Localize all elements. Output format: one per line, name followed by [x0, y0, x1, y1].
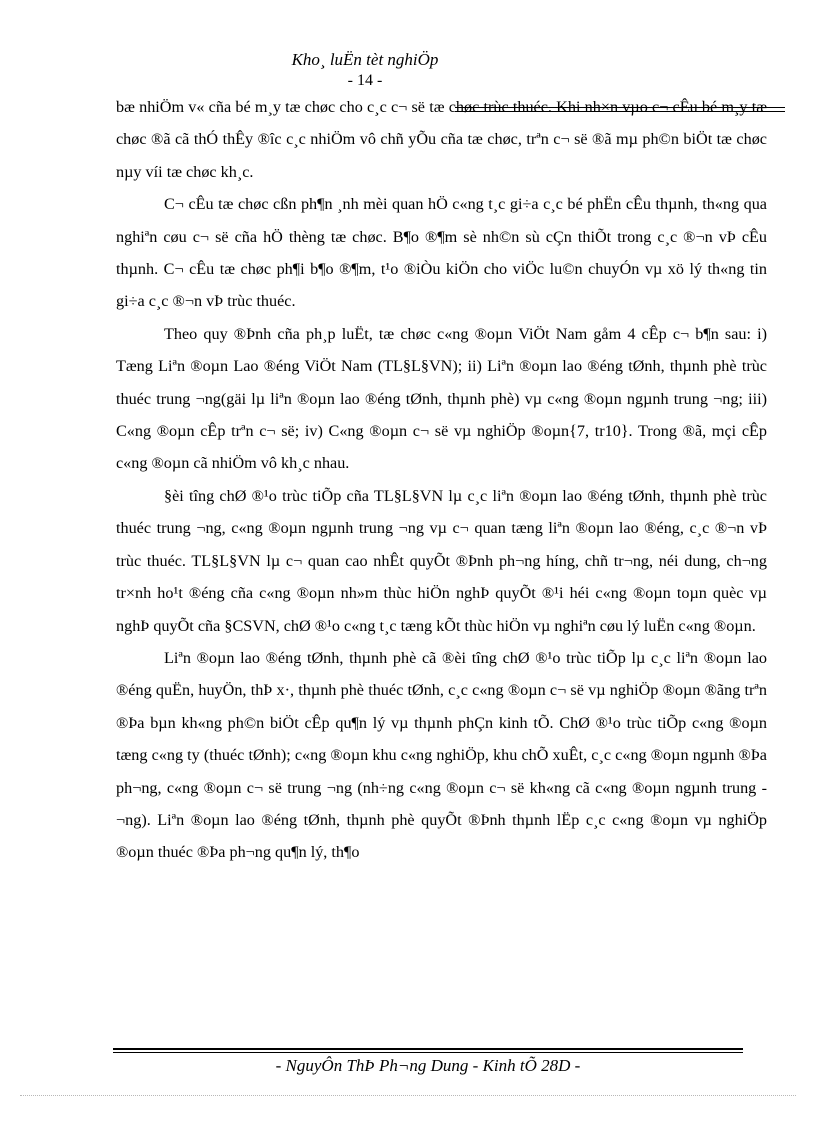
paragraph-4: §èi tîng chØ ®¹o trùc tiÕp cña TL§L§VN lµ c¸c liªn ®oµn lao ®éng tØnh, thµnh phè trùc thuéc trung ¬ng, c«ng ®oµn ngµnh trung ¬ng vµ c¬ quan tæng liªn ®oµn lao ®éng, c¸c ®¬n vÞ trùc thuéc. TL§L§VN lµ c¬ quan cao nhÊt quyÕt ®Þnh ph¬ng híng, chñ tr¬ng, néi dung, ch¬ng tr×nh ho¹t ®éng cña c«ng ®oµn nh»m thùc hiÖn nghÞ quyÕt ®¹i héi c«ng ®oµn toµn quèc vµ nghÞ quyÕt cña §CSVN, chØ ®¹o c«ng t¸c tæng kÕt thùc hiÖn vµ nghiªn cøu lý luËn c«ng ®oµn.	[116, 486, 767, 635]
paragraph-2: C¬ cÊu tæ chøc cßn ph¶n ¸nh mèi quan hÖ c«ng t¸c gi÷a c¸c bé phËn cÊu thµnh, th«ng qua nghiªn cøu c¬ së cña hÖ thèng tæ chøc. B¶o ®¶m sè nh©n sù cÇn thiÕt trong c¸c ®¬n vÞ cÊu thµnh. C¬ cÊu tæ chøc ph¶i b¶o ®¶m, t¹o ®iÒu kiÖn cho viÖc lu©n chuyÓn vµ xö lý th«ng tin gi÷a c¸c ®¬n vÞ trùc thuéc.	[116, 195, 767, 311]
footer-text: - NguyÔn ThÞ Ph¬ng Dung - Kinh tÕ 28D -	[275, 1056, 581, 1075]
footer-rule-secondary	[113, 1052, 743, 1053]
page-number: - 14 -	[347, 72, 383, 89]
page-bottom-divider	[20, 1095, 796, 1096]
paragraph-3: Theo quy ®Þnh cña ph¸p luËt, tæ chøc c«ng ®oµn ViÖt Nam gåm 4 cÊp c¬ b¶n sau: i) Tæng Liªn ®oµn Lao ®éng ViÖt Nam (TL§L§VN); ii) Liªn ®oµn lao ®éng tØnh, thµnh phè trùc thuéc trung ¬ng(gäi lµ liªn ®oµn lao ®éng tØnh, thµnh phè) vµ c«ng ®oµn ngµnh trung ¬ng; iii) C«ng ®oµn cÊp trªn c¬ së; iv) C«ng ®oµn c¬ së vµ nghiÖp ®oµn{7, tr10}. Trong ®ã, mçi cÊp c«ng ®oµn cã nhiÖm vô kh¸c nhau.	[116, 324, 767, 473]
header-title: Kho¸ luËn tèt nghiÖp	[291, 50, 439, 69]
footer-rule	[113, 1048, 743, 1050]
body-text	[116, 91, 767, 869]
paragraph-5: Liªn ®oµn lao ®éng tØnh, thµnh phè cã ®èi tîng chØ ®¹o trùc tiÕp lµ c¸c liªn ®oµn lao ®éng quËn, huyÖn, thÞ x·, thµnh phè thuéc tØnh, c¸c c«ng ®oµn c¬ së vµ nghiÖp ®oµn ®ãng trªn ®Þa bµn kh«ng ph©n biÖt cÊp qu¶n lý vµ thµnh phÇn kinh tÕ. ChØ ®¹o trùc tiÕp c«ng ®oµn tæng c«ng ty (thuéc tØnh); c«ng ®oµn khu c«ng nghiÖp, khu chÕ xuÊt, c¸c c«ng ®oµn ngµnh ®Þa ph¬ng, c«ng ®oµn c¬ së trung ¬ng (nh÷ng c«ng ®oµn c¬ së kh«ng cã c«ng ®oµn ngµnh trung ¬ng). Liªn ®oµn lao ®éng tØnh, thµnh phè quyÕt ®Þnh thµnh lËp c¸c c«ng ®oµn vµ nghiÖp ®oµn thuéc ®Þa ph¬ng qu¶n lý, th¶o	[116, 648, 767, 862]
paragraph-1: bæ nhiÖm v« cña bé m¸y tæ chøc cho c¸c c¬ së tæ chøc trùc thuéc. Khi nh×n vµo c¬ cÊu bé m¸y tæ chøc ®ã cã thÓ thÊy ®îc c¸c nhiÖm vô chñ yÕu cña tæ chøc, trªn c¬ së ®ã mµ ph©n biÖt tæ chøc nµy víi tæ chøc kh¸c.	[116, 98, 767, 181]
